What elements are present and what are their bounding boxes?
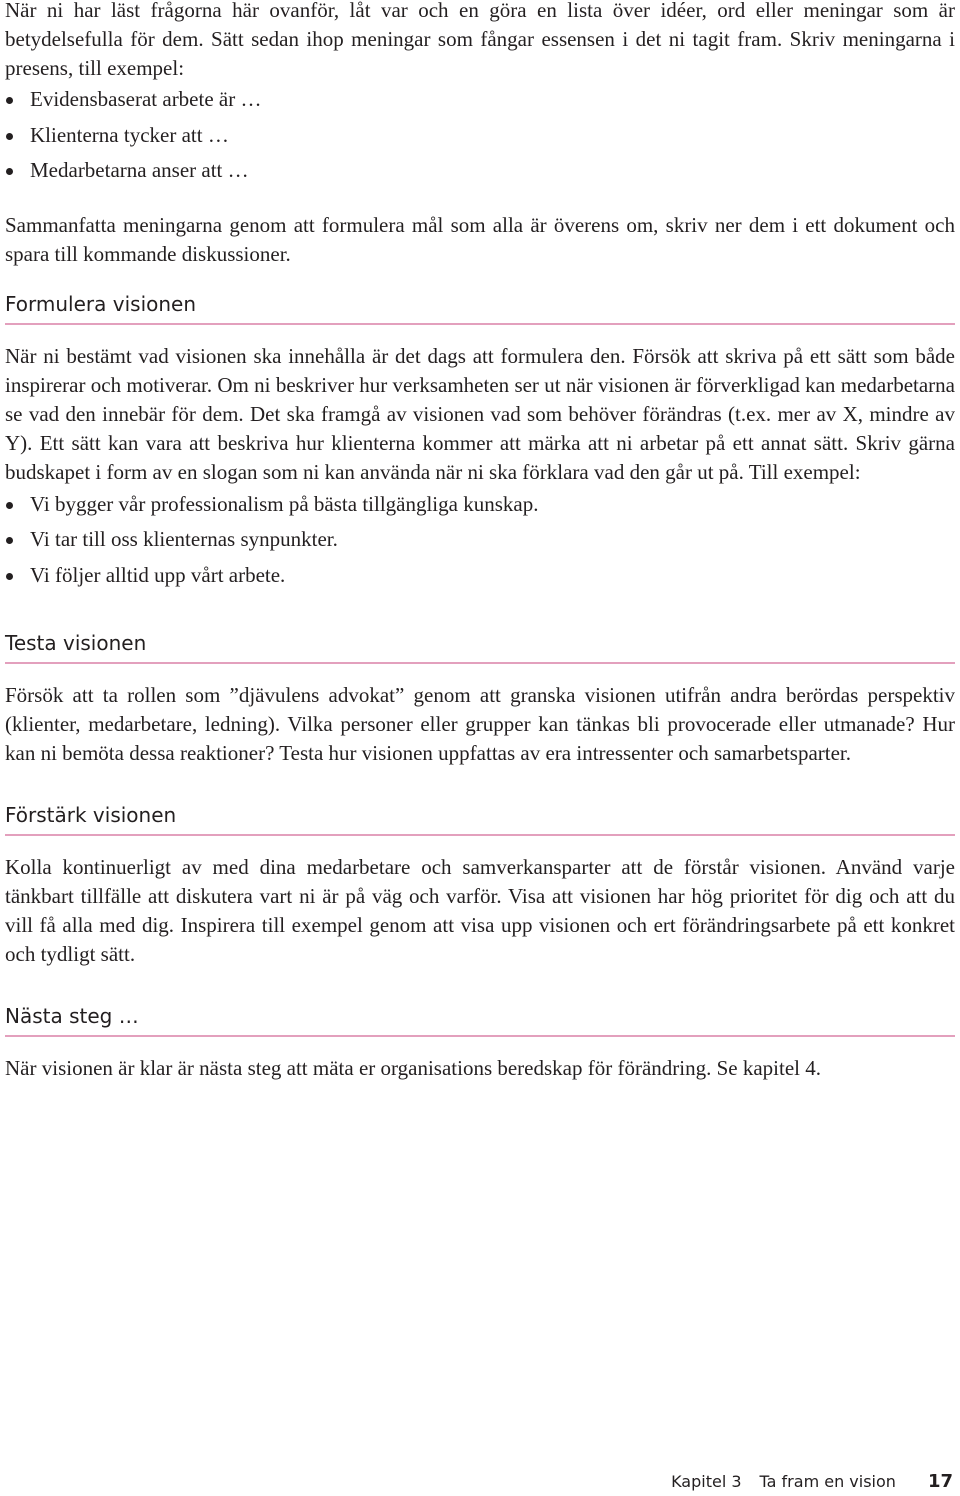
list-item: Medarbetarna anser att … <box>5 153 955 189</box>
nasta-paragraph: När visionen är klar är nästa steg att mäta er organisations beredskap för förändring. Se kapitel 4. <box>5 1056 822 1080</box>
testa-paragraph: Försök att ta rollen som ”djävulens advokat” genom att granska visionen utifrån andra berördas perspektiv (klienter, medarbetare, ledning). Vilka personer eller grupper kan tänkas bli provocerade eller utmanade? Hur kan ni bemöta dessa reaktioner? Testa hur visionen uppfattas av era intressenter och samarbetsparter. <box>5 683 955 765</box>
footer-chapter: Kapitel 3 <box>671 1472 742 1491</box>
forstark-paragraph: Kolla kontinuerligt av med dina medarbetare och samverkansparter att de förstår visionen. Använd varje tänkbart tillfälle att diskutera vart ni är på väg och varför. Visa att visionen har hög prioritet för dig och att du vill få alla med dig. Inspirera till exempel genom att visa upp visionen och ert förändringsarbete på ett konkret och tydligt sätt. <box>5 855 955 966</box>
page-number: 17 <box>927 1471 953 1492</box>
page-footer <box>671 1468 953 1496</box>
section-heading-forstark: Förstärk visionen <box>5 801 955 836</box>
section-heading-nasta: Nästa steg … <box>5 1002 955 1037</box>
formulera-paragraph: När ni bestämt vad visionen ska innehålla är det dags att formulera den. Försök att skriva på ett sätt som både inspirerar och motiverar. Om ni beskriver hur verksamheten ser ut när visionen är förverkligad kan medarbetarna se vad den innebär för dem. Det ska framgå av visionen vad som behöver förändras (t.ex. mer av X, mindre av Y). Ett sätt kan vara att beskriva hur klienterna kommer att märka att ni arbetar på ett annat sätt. Skriv gärna budskapet i form av en slogan som ni kan använda när ni ska förklara vad den går ut på. Till exempel: <box>5 343 955 484</box>
intro-paragraph: När ni har läst frågorna här ovanför, låt var och en göra en lista över idéer, ord eller meningar som är betydelsefulla för dem. Sätt sedan ihop meningar som fångar essensen i det ni tagit fram. Skriv meningarna i presens, till exempel: <box>5 0 955 80</box>
formulera-bullet-list <box>5 487 955 594</box>
summary-paragraph: Sammanfatta meningarna genom att formulera mål som alla är överens om, skriv ner dem i ett dokument och spara till kommande diskussioner. <box>5 212 955 266</box>
list-item: Vi bygger vår professionalism på bästa tillgängliga kunskap. <box>5 487 955 523</box>
section-heading-formulera: Formulera visionen <box>5 290 955 325</box>
list-item: Vi tar till oss klienternas synpunkter. <box>5 522 955 558</box>
list-item: Evidensbaserat arbete är … <box>5 82 955 118</box>
page-content <box>5 0 955 1083</box>
intro-bullet-list <box>5 82 955 189</box>
footer-chapter-title: Ta fram en vision <box>759 1472 896 1491</box>
list-item: Klienterna tycker att … <box>5 118 955 154</box>
list-item: Vi följer alltid upp vårt arbete. <box>5 558 955 594</box>
section-heading-testa: Testa visionen <box>5 629 955 664</box>
